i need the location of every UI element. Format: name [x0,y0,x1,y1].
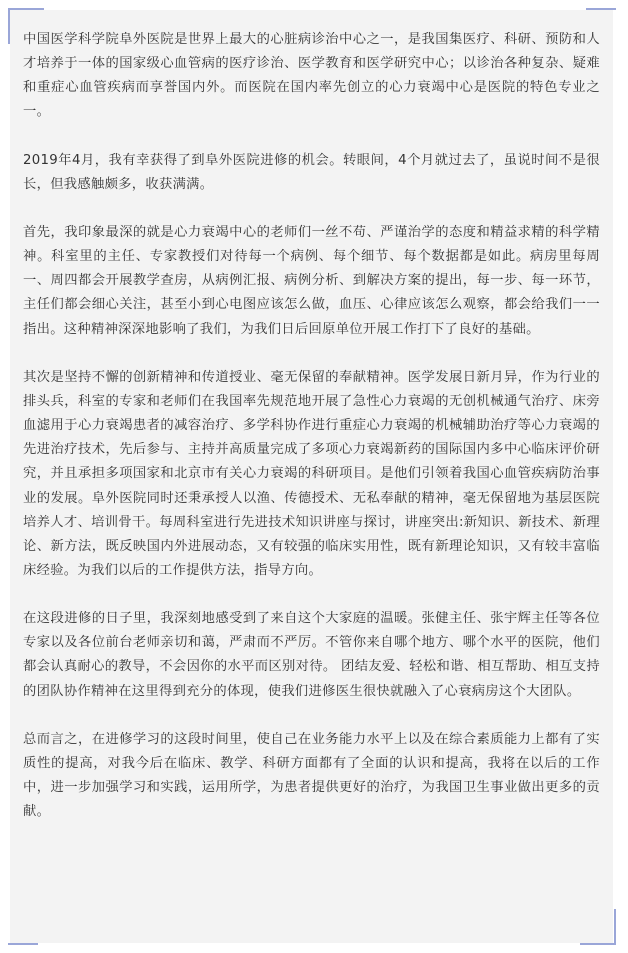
paragraph-conclusion: 总而言之，在进修学习的这段时间里，使自己在业务能力水平上以及在综合素质能力上都有了实质性的提高，对我今后在临床、教学、科研方面都有了全面的认识和提高，我将在以后的工作中，进一步加强学习和实践，运用所学，为患者提供更好的治疗，为我国卫生事业做出更多的贡献。 [23,731,600,820]
paragraph-intro: 中国医学科学院阜外医院是世界上最大的心脏病诊治中心之一，是我国集医疗、科研、预防和人才培养于一体的国家级心血管病的医疗诊治、医学教育和医学研究中心；以诊治各种复杂、疑难和重症心血管疾病而享誉国内外。而医院在国内率先创立的心力衰竭中心是医院的特色专业之一。 [23,32,600,120]
paragraph-first: 首先，我印象最深的就是心力衰竭中心的老师们一丝不苟、严谨治学的态度和精益求精的科学精神。科室里的主任、专家教授们对待每一个病例、每个细节、每个数据都是如此。病房里每周一、周四都会开展教学查房，从病例汇报、病例分析、到解决方案的提出，每一步、每一环节，主任们都会细心关注，甚至小到心电图应该怎么做，血压、心律应该怎么观察，都会给我们一一指出。这种精神深深地影响了我们，为我们日后回原单位开展工作打下了良好的基础。 [23,224,600,337]
paragraph-warmth: 在这段进修的日子里，我深刻地感受到了来自这个大家庭的温暖。张健主任、张宇辉主任等各位专家以及各位前台老师亲切和蔼，严肃而不严厉。不管你来自哪个地方、哪个水平的医院，他们都会认真耐心的教导，不会因你的水平而区别对待。 团结友爱、轻松和谐、相互帮助、相互支持的团队协作精神在这里得到充分的体现，使我们进修医生很快就融入了心衰病房这个大团队。 [23,611,600,699]
bottom-right-corner-decoration [580,909,616,945]
bottom-left-corner-decoration [8,943,38,945]
top-right-corner-decoration [586,8,616,10]
paragraph-opportunity: 2019年4月，我有幸获得了到阜外医院进修的机会。转眼间，4个月就过去了，虽说时间不是很长，但我感触颇多，收获满满。 [23,152,600,192]
article-body [23,28,600,848]
paragraph-second: 其次是坚持不懈的创新精神和传道授业、毫无保留的奉献精神。医学发展日新月异，作为行业的排头兵，科室的专家和老师们在我国率先规范地开展了急性心力衰竭的无创机械通气治疗、床旁血滤用于心力衰竭患者的减容治疗、多学科协作进行重症心力衰竭的机械辅助治疗等心力衰竭的先进治疗技术，先后参与、主持并高质量完成了多项心力衰竭新药的国际国内多中心临床评价研究，并且承担多项国家和北京市有关心力衰竭的科研项目。是他们引领着我国心血管疾病防治事业的发展。阜外医院同时还秉承授人以渔、传德授术、无私奉献的精神，毫无保留地为基层医院培养人才、培训骨干。每周科室进行先进技术知识讲座与探讨，讲座突出:新知识、新技术、新理论、新方法，既反映国内外进展动态，又有较强的临床实用性，既有新理论知识，又有较丰富临床经验。为我们以后的工作提供方法，指导方向。 [23,369,600,578]
